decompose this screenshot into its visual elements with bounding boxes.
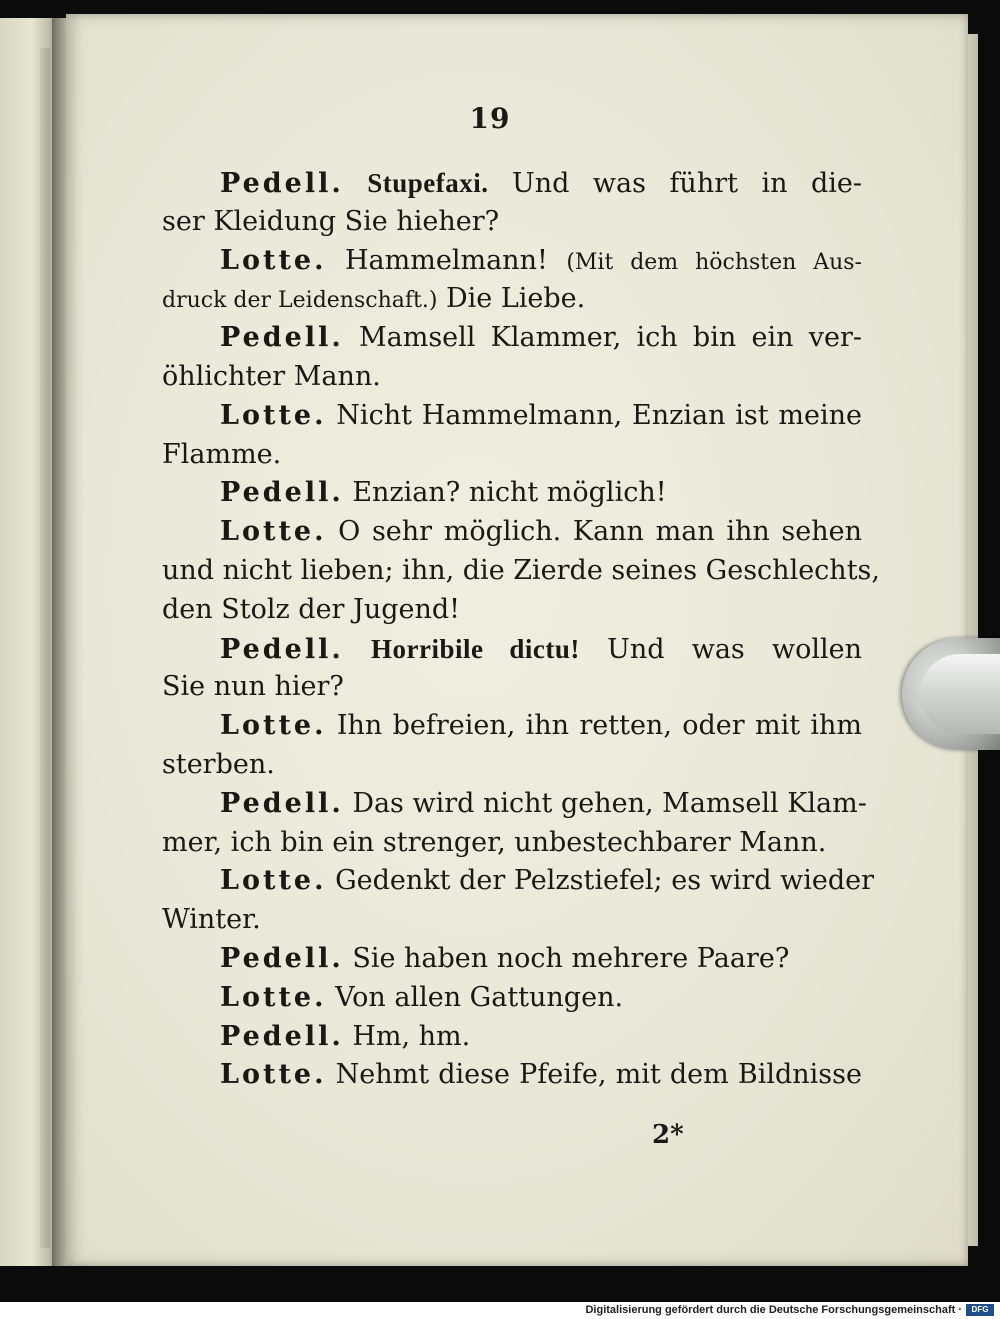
speaker-name: Lotte. <box>220 981 327 1013</box>
line-text <box>344 168 367 199</box>
text-line <box>162 164 862 203</box>
latin-phrase: Stupefaxi. <box>367 168 489 198</box>
stage-direction: druck der Leidenschaft.) <box>162 288 438 314</box>
text-line <box>162 785 867 824</box>
latin-phrase: Horribile dictu! <box>370 633 580 664</box>
speaker-name: Pedell. <box>220 1020 344 1052</box>
speaker-name: Pedell. <box>220 168 344 199</box>
text-line <box>162 513 862 552</box>
line-text: Flamme. <box>162 438 282 470</box>
page-clip-highlight <box>920 654 1000 734</box>
speaker-name: Pedell. <box>220 322 344 354</box>
speaker-name: Lotte. <box>220 516 327 548</box>
line-text: Und was wollen <box>579 633 862 665</box>
page-stack-edge <box>40 48 50 1248</box>
text-line <box>162 862 875 901</box>
speaker-name: Lotte. <box>220 865 327 897</box>
line-text: Das wird nicht gehen, Mamsell Klam- <box>343 787 867 819</box>
sheet-signature: 2* <box>652 1120 684 1150</box>
text-line <box>162 630 862 669</box>
text-line <box>162 397 862 436</box>
text-line <box>162 707 862 746</box>
line-text: den Stolz der Jugend! <box>162 593 461 625</box>
line-text: Sie nun hier? <box>162 671 344 703</box>
line-text: Mamsell Klammer, ich bin ein ver- <box>343 322 862 354</box>
text-line <box>162 940 862 979</box>
stage-direction: (Mit dem höchsten Aus- <box>566 249 862 275</box>
text-line <box>162 668 862 707</box>
line-text: Winter. <box>162 904 261 936</box>
line-text: und nicht lieben; ihn, die Zierde seines Geschlechts, <box>162 554 880 586</box>
text-line <box>162 901 862 940</box>
line-text: sterben. <box>162 748 275 780</box>
line-text: Enzian? nicht möglich! <box>343 477 667 509</box>
line-text: Ihn befreien, ihn retten, oder mit ihm <box>326 710 862 742</box>
page-number: 19 <box>469 102 511 135</box>
text-line <box>162 436 862 475</box>
line-text: Gedenkt der Pelzstiefel; es wird wieder <box>326 865 875 897</box>
line-text: Hm, hm. <box>343 1020 471 1052</box>
text-line <box>162 474 862 513</box>
text-line <box>162 979 862 1018</box>
speaker-name: Lotte. <box>220 1059 327 1091</box>
text-line <box>162 591 862 630</box>
text-line <box>162 358 862 397</box>
text-line <box>162 203 862 242</box>
line-text: Nehmt diese Pfeife, mit dem Bildnisse <box>326 1059 862 1091</box>
line-text: mer, ich bin ein strenger, unbestechbarer Mann. <box>162 826 827 858</box>
page-text <box>162 164 880 1095</box>
speaker-name: Pedell. <box>220 942 344 974</box>
text-line <box>162 824 862 863</box>
text-line <box>162 1056 862 1095</box>
text-line <box>162 242 862 281</box>
line-text: Die Liebe. <box>437 283 586 315</box>
speaker-name: Lotte. <box>220 244 327 276</box>
line-text: öhlichter Mann. <box>162 360 381 392</box>
speaker-name: Lotte. <box>220 399 327 431</box>
line-text: Nicht Hammelmann, Enzian ist meine <box>326 399 862 431</box>
dfg-logo: DFG <box>966 1304 994 1316</box>
text-line <box>162 746 862 785</box>
book-page <box>66 14 968 1266</box>
speaker-name: Lotte. <box>220 710 327 742</box>
line-text: Von allen Gattungen. <box>326 981 624 1013</box>
line-text: ser Kleidung Sie hieher? <box>162 205 500 237</box>
text-line <box>162 552 880 591</box>
line-text: Hammelmann! <box>326 244 567 276</box>
text-line <box>162 319 862 358</box>
line-text: Und was führt in die- <box>488 168 862 199</box>
speaker-name: Pedell. <box>220 633 344 665</box>
text-line <box>162 280 862 319</box>
line-text <box>344 634 371 665</box>
funding-credit: Digitalisierung gefördert durch die Deutsche Forschungsgemeinschaft · <box>585 1304 962 1316</box>
speaker-name: Pedell. <box>220 787 344 819</box>
text-line <box>162 1018 862 1057</box>
speaker-name: Pedell. <box>220 477 344 509</box>
line-text: Sie haben noch mehrere Paare? <box>343 942 790 974</box>
line-text: O sehr möglich. Kann man ihn sehen <box>326 516 862 548</box>
previous-page-edge <box>0 18 58 1266</box>
